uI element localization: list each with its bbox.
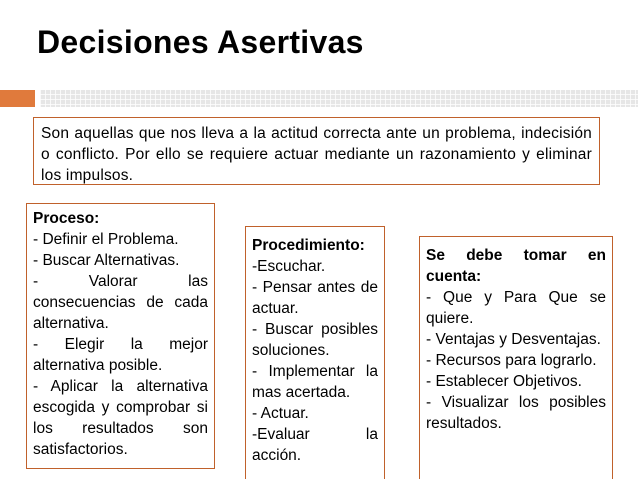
proceso-item: - Aplicar la alternativa escogida y comprobar si los resultados son satisfactorios. xyxy=(33,378,208,458)
proceso-item: - Buscar Alternativas. xyxy=(33,252,180,269)
tomar-en-cuenta-item: - Que y Para Que se quiere. xyxy=(426,289,606,327)
accent-bar xyxy=(0,90,35,107)
definition-box: Son aquellas que nos lleva a la actitud correcta ante un problema, indecisión o conflicto. Por ello se requiere actuar mediante un razonamiento y eliminar los impulsos. xyxy=(33,117,600,185)
slide-title: Decisiones Asertivas xyxy=(37,24,364,60)
tomar-en-cuenta-item: - Ventajas y Desventajas. xyxy=(426,331,601,348)
procedimiento-item: -Escuchar. xyxy=(252,258,326,275)
tomar-en-cuenta-box xyxy=(419,236,613,479)
proceso-item: - Valorar las consecuencias de cada alternativa. xyxy=(33,273,208,332)
procedimiento-item: -Evaluar la acción. xyxy=(252,426,378,464)
proceso-item: - Elegir la mejor alternativa posible. xyxy=(33,336,208,374)
procedimiento-item: - Pensar antes de actuar. xyxy=(252,279,378,317)
pattern-divider-bar xyxy=(40,90,638,107)
procedimiento-box xyxy=(245,226,385,479)
tomar-en-cuenta-item: - Visualizar los posibles resultados. xyxy=(426,394,606,432)
tomar-en-cuenta-item: - Establecer Objetivos. xyxy=(426,373,582,390)
proceso-heading: Proceso: xyxy=(33,210,100,227)
tomar-en-cuenta-item: - Recursos para lograrlo. xyxy=(426,352,597,369)
proceso-box xyxy=(26,203,215,469)
tomar-en-cuenta-heading: Se debe tomar en cuenta: xyxy=(426,247,606,285)
procedimiento-item: - Buscar posibles soluciones. xyxy=(252,321,378,359)
procedimiento-item: - Implementar la mas acertada. xyxy=(252,363,378,401)
proceso-item: - Definir el Problema. xyxy=(33,231,179,248)
procedimiento-item: - Actuar. xyxy=(252,405,309,422)
procedimiento-heading: Procedimiento: xyxy=(252,237,365,254)
